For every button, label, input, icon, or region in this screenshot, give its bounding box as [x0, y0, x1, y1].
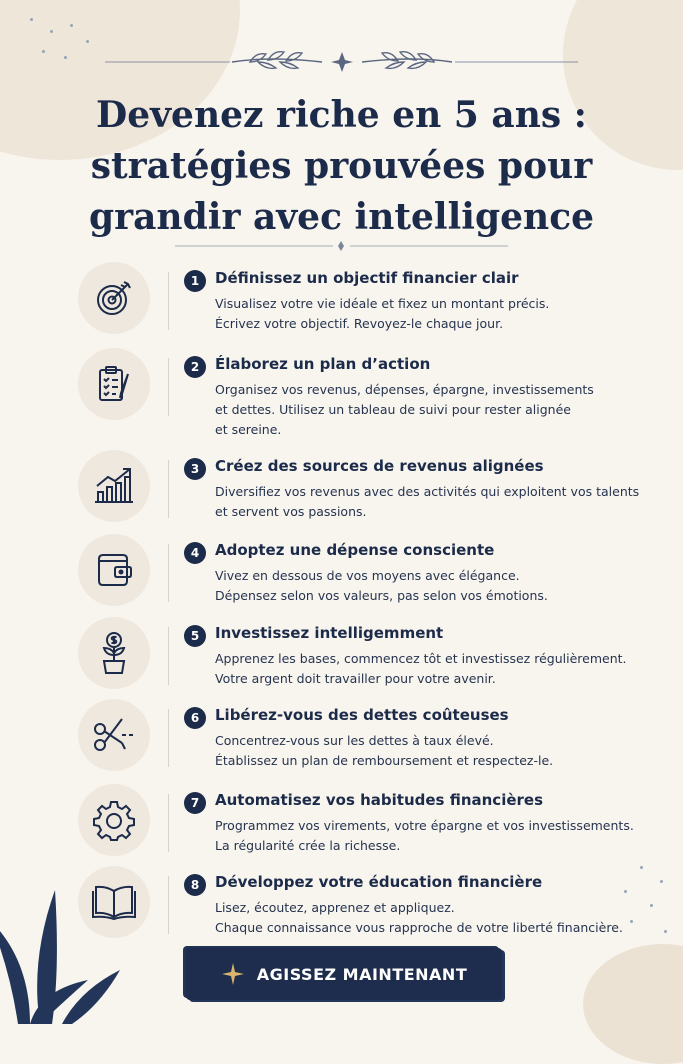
step-number: 6 [184, 707, 206, 729]
leaves-decoration [0, 880, 130, 1024]
money-plant-icon [78, 617, 150, 689]
scissors-icon [78, 699, 150, 771]
desc-line: Concentrez-vous sur les dettes à taux élevé. [215, 733, 494, 748]
list-item [0, 780, 683, 866]
step-number: 4 [184, 542, 206, 564]
step-description [215, 482, 665, 522]
page-title [0, 90, 683, 243]
step-number: 2 [184, 356, 206, 378]
step-divider [168, 544, 169, 602]
list-item [0, 695, 683, 781]
step-description [215, 898, 665, 938]
desc-line: Écrivez votre objectif. Revoyez-le chaque jour. [215, 316, 504, 331]
step-divider [168, 272, 169, 330]
step-divider [168, 627, 169, 685]
step-number: 5 [184, 625, 206, 647]
desc-line: et sereine. [215, 422, 282, 437]
sparkle-icon [221, 962, 245, 986]
desc-line: Visualisez votre vie idéale et fixez un montant précis. [215, 296, 550, 311]
step-description [215, 816, 665, 856]
step-title: Adoptez une dépense consciente [215, 541, 495, 559]
list-item [0, 530, 683, 616]
list-item [0, 446, 683, 532]
laurel-ornament [0, 44, 683, 80]
step-title: Créez des sources de revenus alignées [215, 457, 544, 475]
target-icon [78, 262, 150, 334]
act-now-button[interactable] [186, 948, 502, 1000]
step-number: 1 [184, 270, 206, 292]
step-title: Libérez-vous des dettes coûteuses [215, 706, 509, 724]
step-title: Définissez un objectif financier clair [215, 269, 519, 287]
title-line: grandir avec intelligence [88, 196, 595, 238]
desc-line: et servent vos passions. [215, 504, 367, 519]
divider-ornament [175, 240, 508, 252]
step-divider [168, 709, 169, 767]
step-description [215, 380, 665, 440]
step-number: 3 [184, 458, 206, 480]
desc-line: Chaque connaissance vous rapproche de votre liberté financière. [215, 920, 623, 935]
desc-line: Programmez vos virements, votre épargne et vos investissements. [215, 818, 634, 833]
desc-line: Votre argent doit travailler pour votre avenir. [215, 671, 496, 686]
step-divider [168, 460, 169, 518]
list-item [0, 613, 683, 699]
desc-line: La régularité crée la richesse. [215, 838, 401, 853]
step-divider [168, 794, 169, 852]
step-description [215, 731, 665, 771]
step-divider [168, 876, 169, 934]
cta-label: AGISSEZ MAINTENANT [256, 964, 468, 984]
desc-line: Dépensez selon vos valeurs, pas selon vos émotions. [215, 588, 548, 603]
step-description [215, 649, 665, 689]
title-line: Devenez riche en 5 ans : [96, 94, 587, 136]
wallet-icon [78, 534, 150, 606]
step-divider [168, 358, 169, 416]
checklist-icon [78, 348, 150, 420]
desc-line: Établissez un plan de remboursement et respectez-le. [215, 753, 554, 768]
step-title: Investissez intelligemment [215, 624, 444, 642]
gear-icon [78, 784, 150, 856]
desc-line: Vivez en dessous de vos moyens avec élégance. [215, 568, 520, 583]
desc-line: Apprenez les bases, commencez tôt et investissez régulièrement. [215, 651, 627, 666]
step-number: 8 [184, 874, 206, 896]
step-description [215, 294, 665, 334]
desc-line: Organisez vos revenus, dépenses, épargne, investissements [215, 382, 594, 397]
list-item [0, 258, 683, 344]
background-blob [583, 944, 683, 1064]
list-item [0, 344, 683, 437]
step-title: Automatisez vos habitudes financières [215, 791, 544, 809]
desc-line: Diversifiez vos revenus avec des activités qui exploitent vos talents [215, 484, 640, 499]
step-description [215, 566, 665, 606]
step-number: 7 [184, 792, 206, 814]
step-title: Élaborez un plan d’action [215, 355, 431, 373]
desc-line: et dettes. Utilisez un tableau de suivi pour rester alignée [215, 402, 571, 417]
growth-chart-icon [78, 450, 150, 522]
title-line: stratégies prouvées pour [90, 145, 593, 187]
desc-line: Lisez, écoutez, apprenez et appliquez. [215, 900, 455, 915]
step-title: Développez votre éducation financière [215, 873, 543, 891]
